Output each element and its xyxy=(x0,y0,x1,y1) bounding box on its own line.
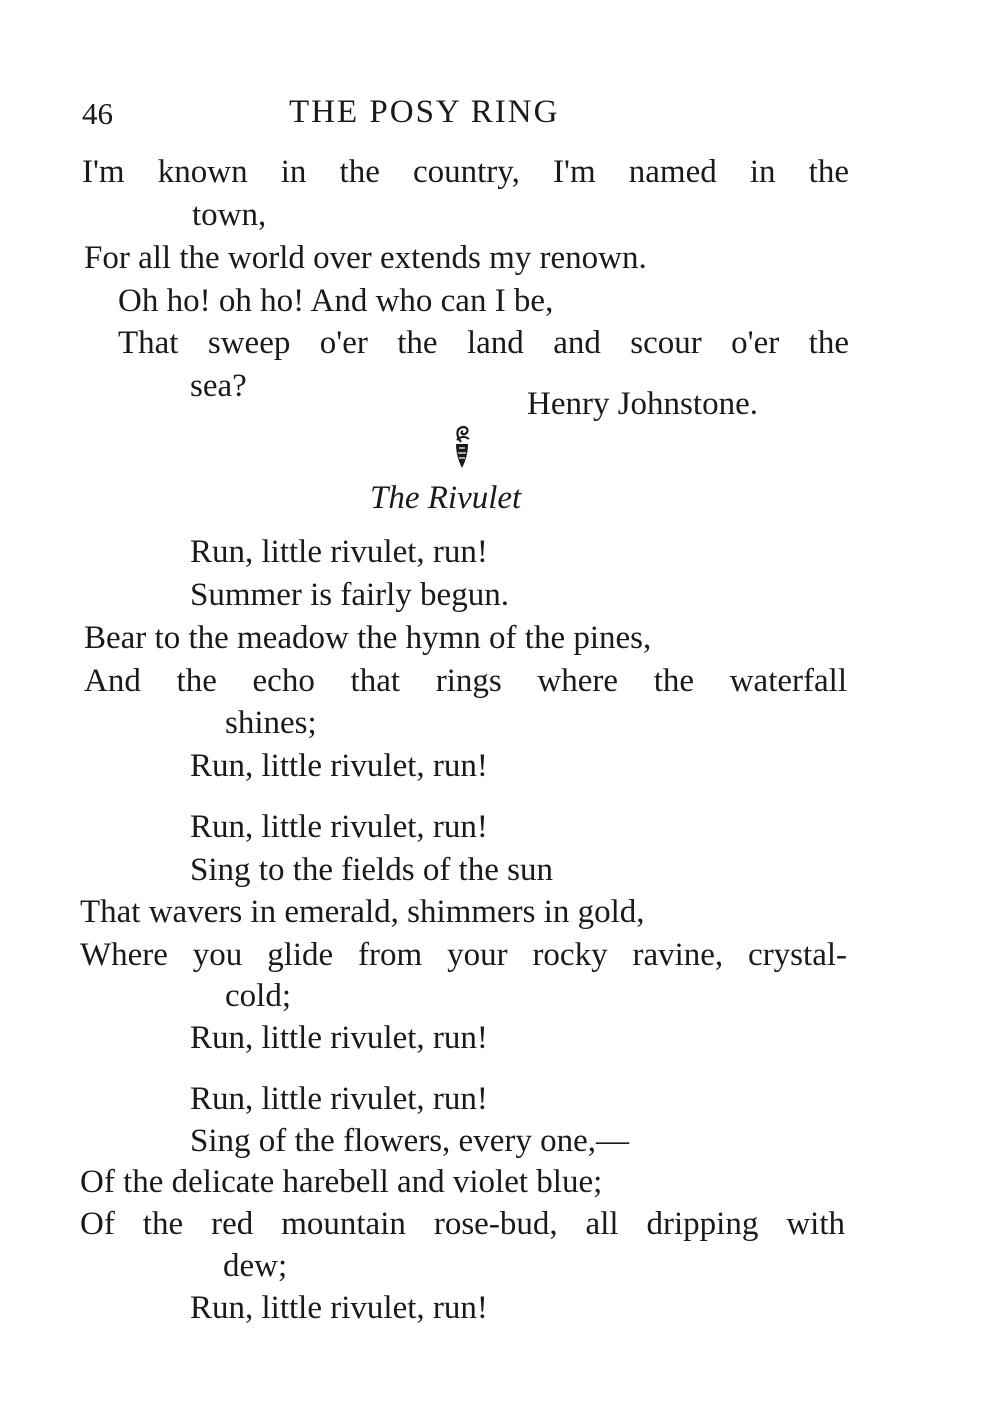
verse-line: shines; xyxy=(225,705,317,741)
verse-line: I'm known in the country, I'm named in the xyxy=(82,154,849,190)
verse-line: Sing to the fields of the sun xyxy=(190,852,553,888)
verse-line: Of the delicate harebell and violet blue; xyxy=(80,1164,603,1200)
page-number: 46 xyxy=(82,96,113,131)
verse-line: Run, little rivulet, run! xyxy=(190,534,488,570)
verse-line: Run, little rivulet, run! xyxy=(190,809,488,845)
verse-line: town, xyxy=(192,197,267,233)
verse-line: Where you glide from your rocky ravine, crystal- xyxy=(80,937,847,973)
verse-line: dew; xyxy=(223,1248,288,1284)
verse-line: That wavers in emerald, shimmers in gold, xyxy=(80,894,645,930)
verse-line: Run, little rivulet, run! xyxy=(190,1290,488,1326)
verse-line: sea? xyxy=(190,368,247,404)
flower-ornament-icon xyxy=(447,424,477,470)
verse-line: Sing of the flowers, every one,— xyxy=(190,1123,629,1159)
verse-line: Summer is fairly begun. xyxy=(190,577,509,613)
verse-line: Run, little rivulet, run! xyxy=(190,748,488,784)
verse-line: For all the world over extends my renown. xyxy=(84,240,647,276)
running-title: THE POSY RING xyxy=(289,94,560,130)
verse-line: cold; xyxy=(225,978,291,1014)
verse-line: Bear to the meadow the hymn of the pines, xyxy=(84,620,652,656)
poem-title: The Rivulet xyxy=(370,480,522,516)
verse-line: And the echo that rings where the waterfall xyxy=(84,663,847,699)
verse-line: Run, little rivulet, run! xyxy=(190,1081,488,1117)
verse-line: Oh ho! oh ho! And who can I be, xyxy=(118,283,554,319)
verse-line: Of the red mountain rose-bud, all dripping with xyxy=(80,1206,845,1242)
verse-line: Run, little rivulet, run! xyxy=(190,1020,488,1056)
verse-line: That sweep o'er the land and scour o'er the xyxy=(118,325,849,361)
author-attribution: Henry Johnstone. xyxy=(527,386,758,422)
